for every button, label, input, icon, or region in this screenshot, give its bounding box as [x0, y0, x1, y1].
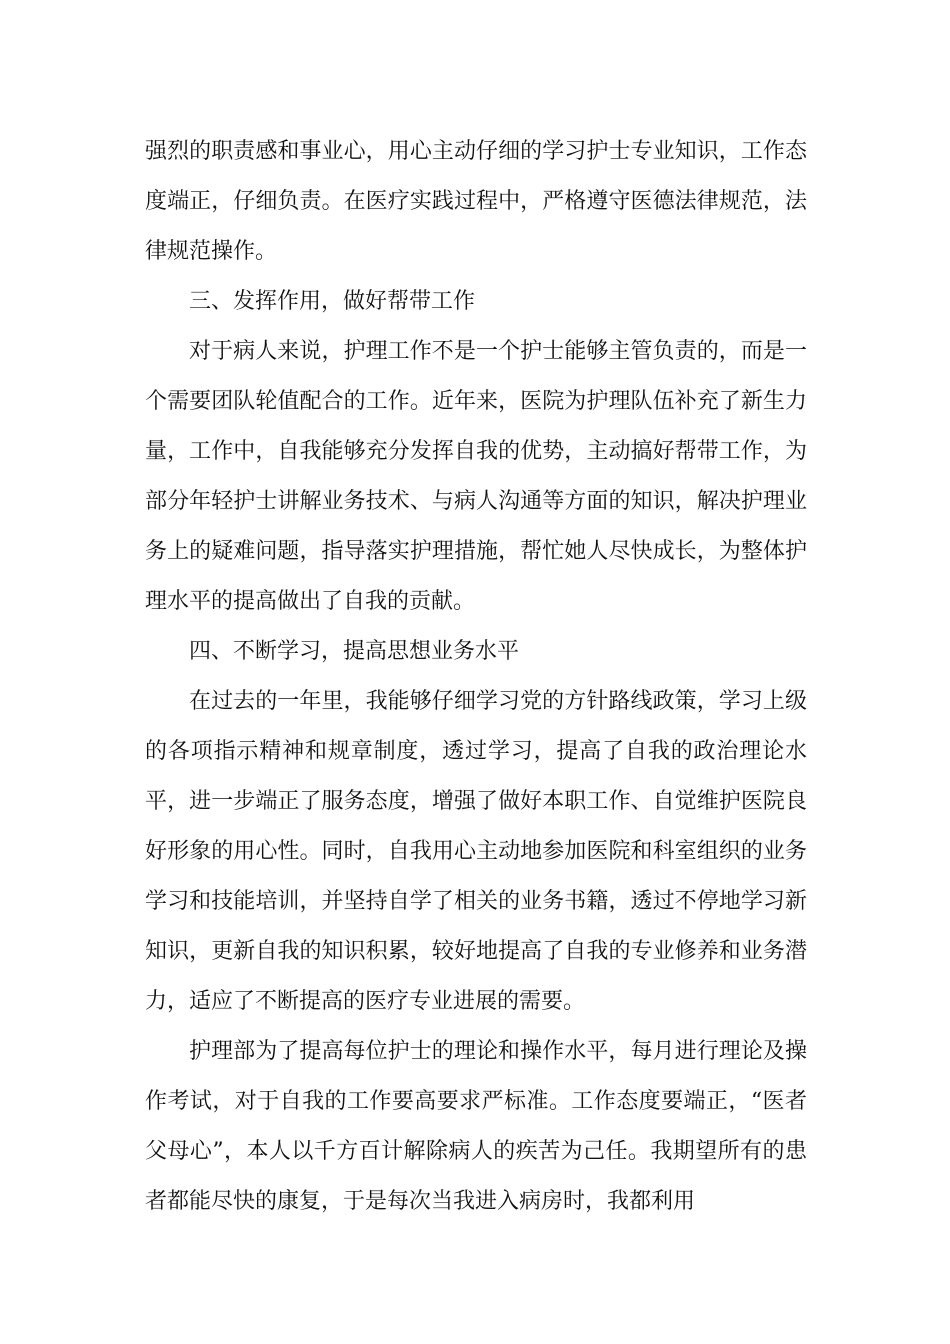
body-paragraph: 在过去的一年里，我能够仔细学习党的方针路线政策，学习上级的各项指示精神和规章制度，透过学习，提高了自我的政治理论水平，进一步端正了服务态度，增强了做好本职工作、自觉维护医院良好形象的用心性。同时，自我用心主动地参加医院和科室组织的业务学习和技能培训，并坚持自学了相关的业务书籍，透过不停地学习新知识，更新自我的知识积累，较好地提高了自我的专业修养和业务潜力，适应了不断提高的医疗专业进展的需要。	[145, 689, 807, 1014]
document-body	[145, 127, 807, 1227]
section-heading-4: 四、不断学习，提高思想业务水平	[189, 639, 520, 664]
continuation-paragraph: 强烈的职责感和事业心，用心主动仔细的学习护士专业知识，工作态度端正，仔细负责。在医疗实践过程中，严格遵守医德法律规范，法律规范操作。	[145, 139, 807, 264]
body-paragraph: 对于病人来说，护理工作不是一个护士能够主管负责的，而是一个需要团队轮值配合的工作。近年来，医院为护理队伍补充了新生力量，工作中，自我能够充分发挥自我的优势，主动搞好帮带工作，为部分年轻护士讲解业务技术、与病人沟通等方面的知识，解决护理业务上的疑难问题，指导落实护理措施，帮忙她人尽快成长，为整体护理水平的提高做出了自我的贡献。	[145, 339, 807, 614]
body-paragraph: 护理部为了提高每位护士的理论和操作水平，每月进行理论及操作考试，对于自我的工作要高要求严标准。工作态度要端正，“医者父母心”，本人以千方百计解除病人的疾苦为己任。我期望所有的患者都能尽快的康复，于是每次当我进入病房时，我都利用	[145, 1039, 807, 1214]
section-heading-3: 三、发挥作用，做好帮带工作	[189, 289, 476, 314]
